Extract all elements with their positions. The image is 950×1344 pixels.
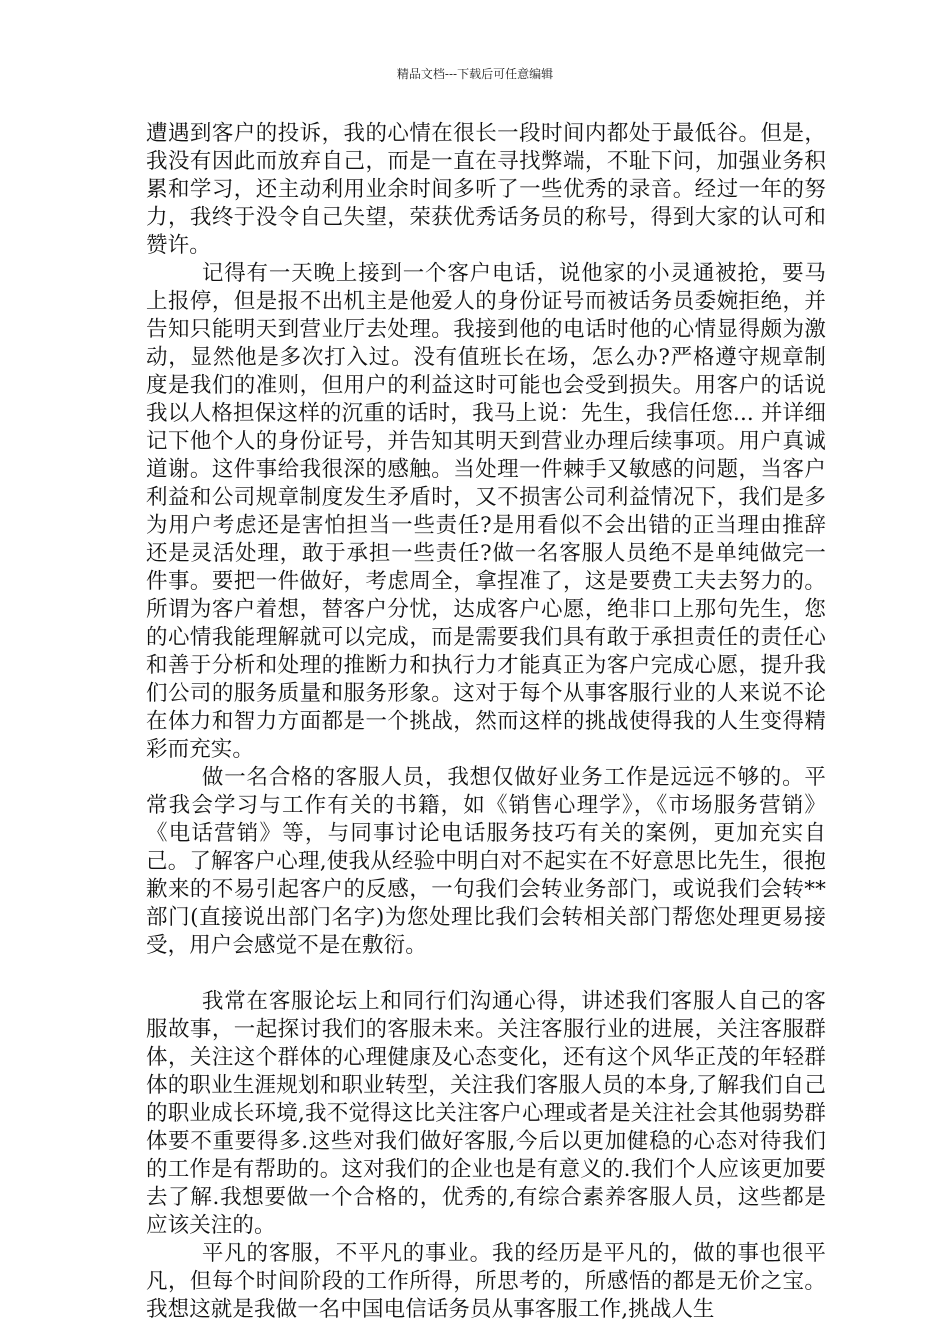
paragraph-3: 做一名合格的客服人员，我想仅做好业务工作是远远不够的。平常我会学习与工作有关的书籍，如《销售心理学》，《市场服务营销》《电话营销》等，与同事讨论电话服务技巧有关的案例，更加充实自己。了解客户心理,使我从经验中明白对不起实在不好意思比先生，很抱歉来的不易引起客户的反感，一句我们会转业务部门，或说我们会转**部门(直接说出部门名字)为您处理比我们会转相关部门帮您处理更易接受，用户会感觉不是在敷衍。 bbox=[146, 765, 826, 958]
document-body bbox=[146, 120, 826, 1324]
paragraph-gap bbox=[146, 960, 826, 988]
paragraph-5: 平凡的客服，不平凡的事业。我的经历是平凡的，做的事也很平凡，但每个时间阶段的工作所得，所思考的，所感悟的都是无价之宝。我想这就是我做一名中国电信话务员从事客服工作,挑战人生 bbox=[146, 1241, 826, 1322]
paragraph-2: 记得有一天晚上接到一个客户电话，说他家的小灵通被抢，要马上报停，但是报不出机主是他爱人的身份证号而被话务员委婉拒绝，并告知只能明天到营业厅去处理。我接到他的电话时他的心情显得颇为激动，显然他是多次打入过。没有值班长在场，怎么办?严格遵守规章制度是我们的准则，但用户的利益这时可能也会受到损失。用客户的话说我以人格担保这样的沉重的话时，我马上说：先生，我信任您... 并详细记下他个人的身份证号，并告知其明天到营业办理后续事项。用户真诚道谢。这件事给我很深的感触。当处理一件棘手又敏感的问题，当客户利益和公司规章制度发生矛盾时，又不损害公司利益情况下，我们是多为用户考虑还是害怕担当一些责任?是用看似不会出错的正当理由推辞还是灵活处理，敢于承担一些责任?做一名客服人员绝不是单纯做完一件事。要把一件做好，考虑周全，拿捏准了，这是要费工夫去努力的。所谓为客户着想，替客户分忧，达成客户心愿，绝非口上那句先生，您的心情我能理解就可以完成，而是需要我们具有敢于承担责任的责任心和善于分析和处理的推断力和执行力才能真正为客户完成心愿，提升我们公司的服务质量和服务形象。这对于每个从事客服行业的人来说不论在体力和智力方面都是一个挑战，然而这样的挑战使得我的人生变得精彩而充实。 bbox=[146, 261, 826, 762]
page-header: 精品文档---下载后可任意编辑 bbox=[396, 67, 554, 81]
paragraph-4: 我常在客服论坛上和同行们沟通心得，讲述我们客服人自己的客服故事，一起探讨我们的客服未来。关注客服行业的进展，关注客服群体，关注这个群体的心理健康及心态变化，还有这个风华正茂的年轻群体的职业生涯规划和职业转型，关注我们客服人员的本身,了解我们自己的职业成长环境,我不觉得这比关注客户心理或者是关注社会其他弱势群体要不重要得多.这些对我们做好客服,今后以更加健稳的心态对待我们的工作是有帮助的。这对我们的企业也是有意义的.我们个人应该更加要去了解.我想要做一个合格的，优秀的,有综合素养客服人员，这些都是应该关注的。 bbox=[146, 989, 826, 1238]
paragraph-1: 遭遇到客户的投诉，我的心情在很长一段时间内都处于最低谷。但是，我没有因此而放弃自己，而是一直在寻找弊端，不耻下问，加强业务积累和学习，还主动利用业余时间多听了一些优秀的录音。经过一年的努力，我终于没令自己失望，荣获优秀话务员的称号，得到大家的认可和赞许。 bbox=[146, 121, 826, 258]
